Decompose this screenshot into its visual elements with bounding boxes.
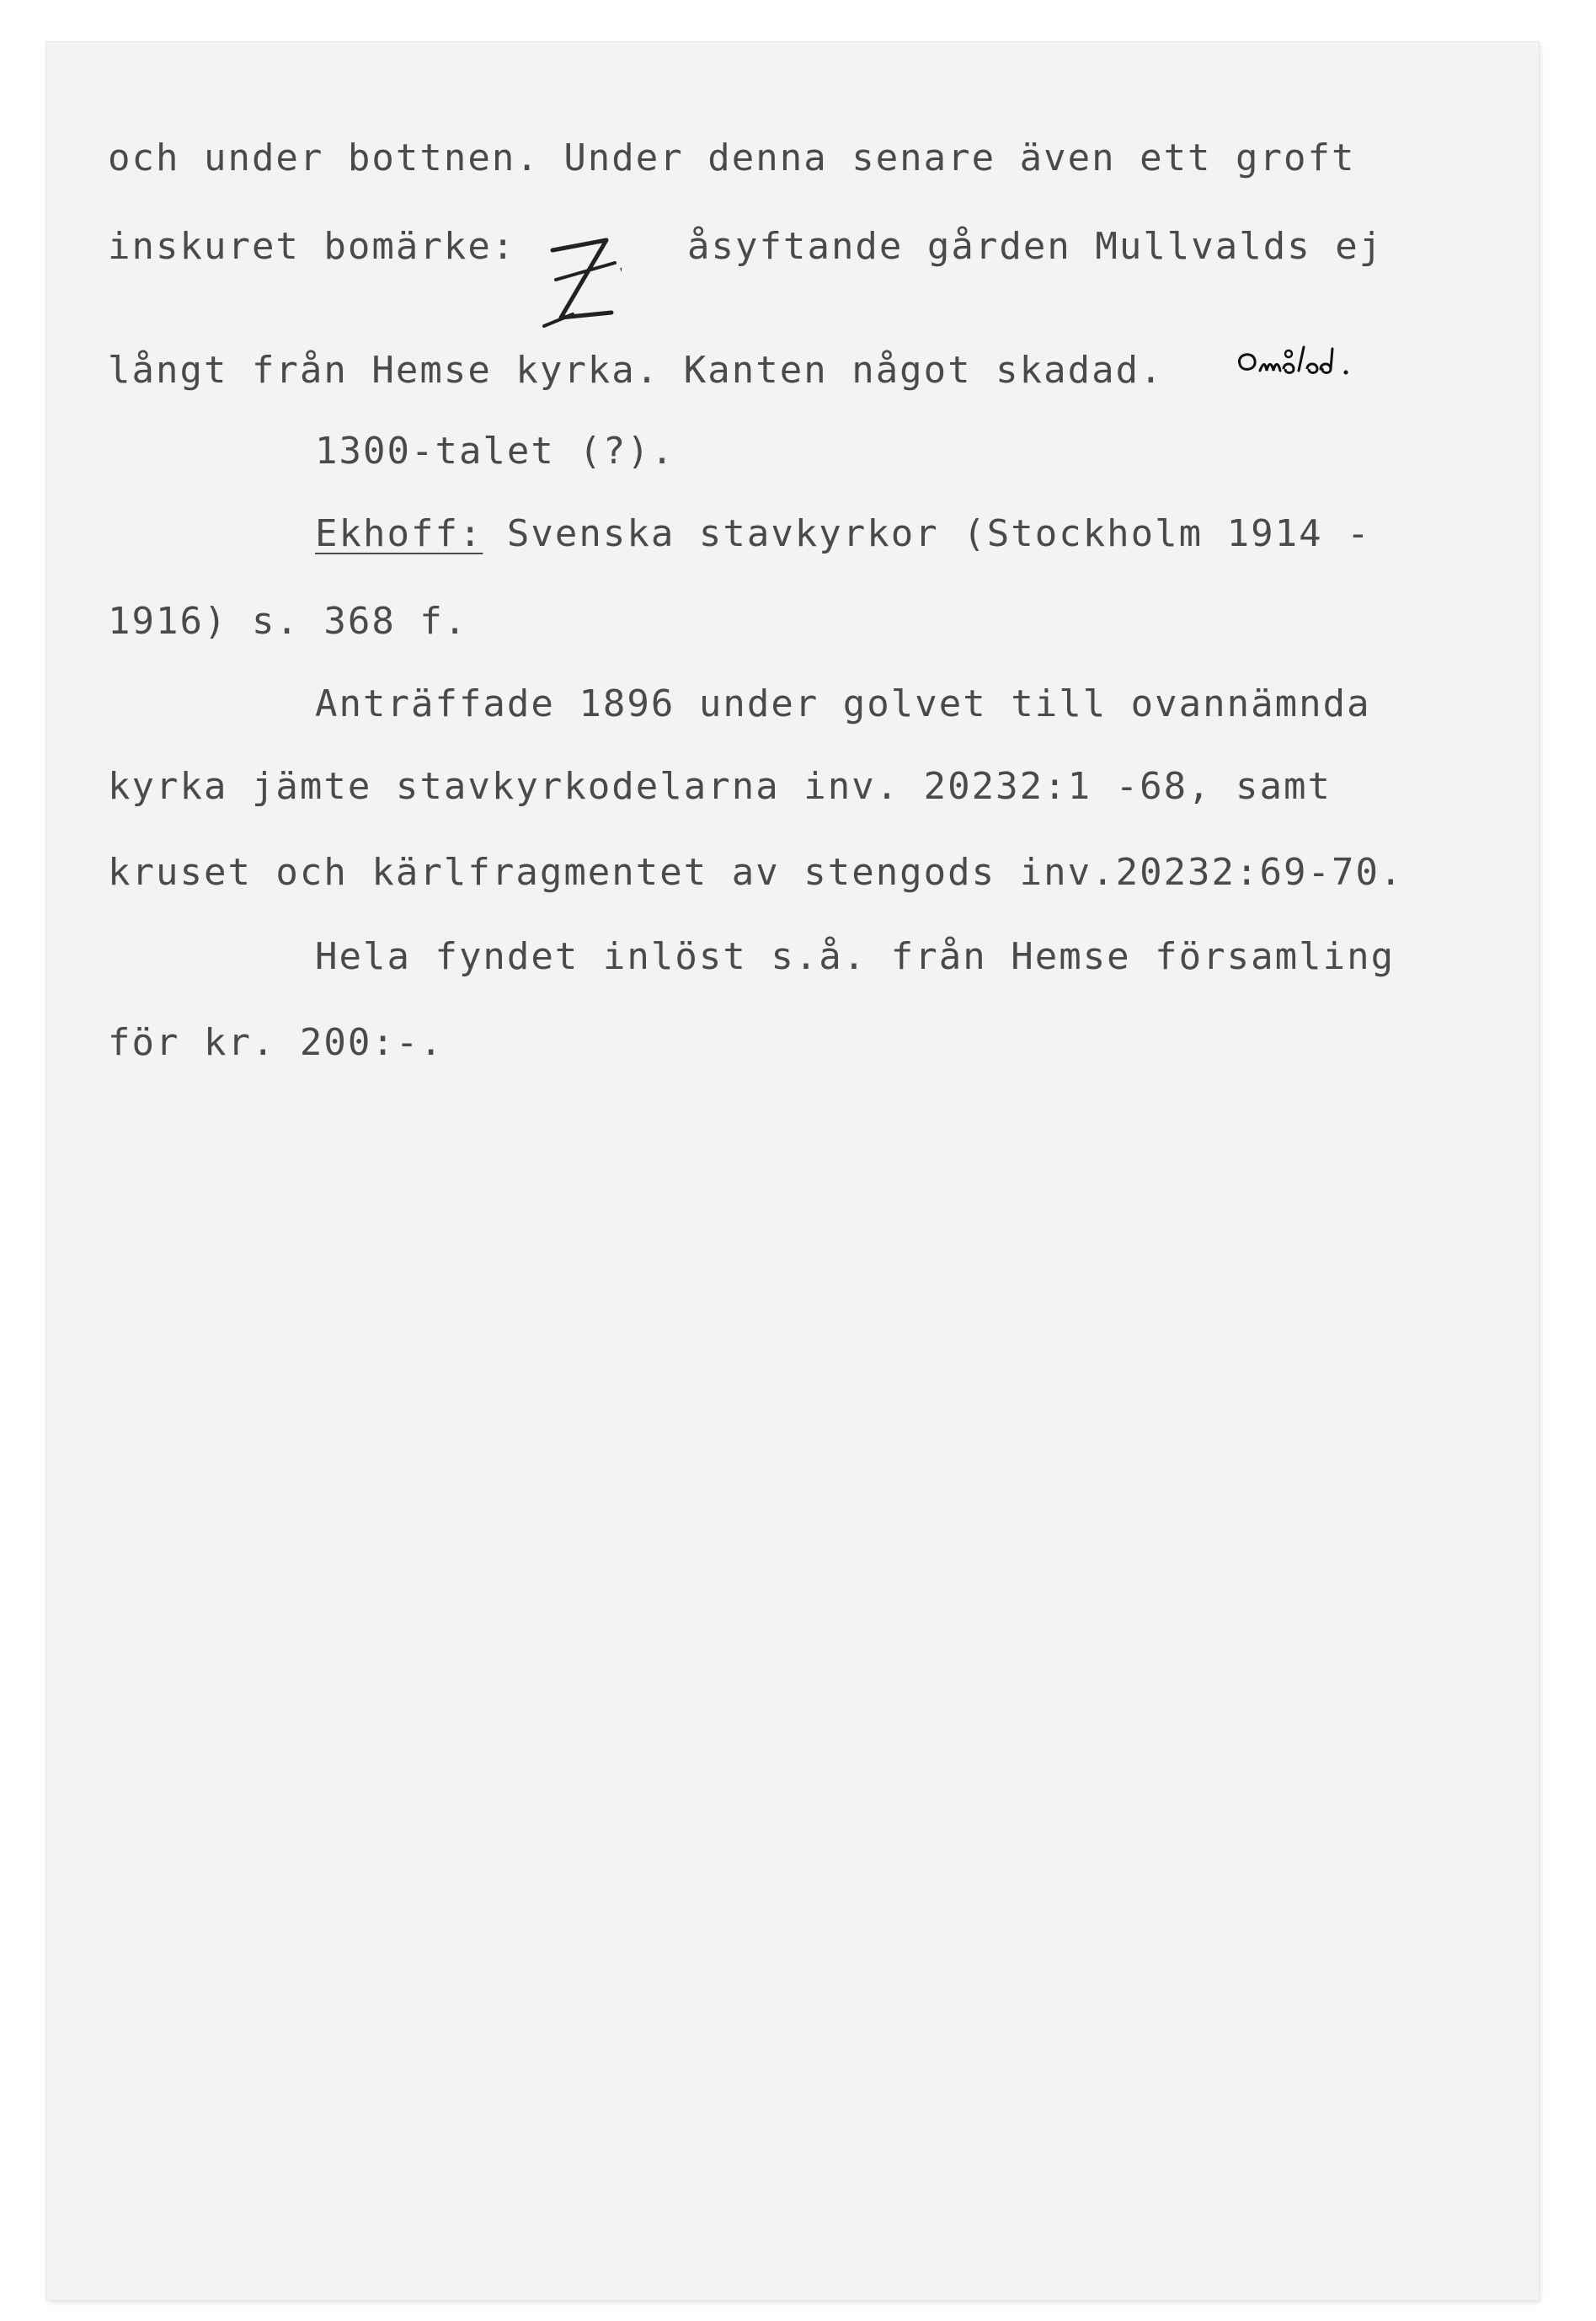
text-line-8: kyrka jämte stavkyrkodelarna inv. 20232:1 -68, samt bbox=[108, 765, 1332, 808]
text-line-6: 1916) s. 368 f. bbox=[108, 600, 468, 643]
owner-mark-icon bbox=[537, 233, 622, 334]
citation-title: Svenska stavkyrkor (Stockholm 1914 - bbox=[483, 512, 1371, 555]
text-line-1: och under bottnen. Under denna senare även ett groft bbox=[108, 136, 1356, 179]
text-line-11: för kr. 200:-. bbox=[108, 1021, 444, 1064]
text-line-5 bbox=[315, 511, 1371, 558]
text-line-7: Anträffade 1896 under golvet till ovannämnda bbox=[315, 682, 1371, 725]
text-line-2b: åsyftande gården Mullvalds ej bbox=[687, 225, 1384, 268]
text-line-3: långt från Hemse kyrka. Kanten något skadad. bbox=[108, 349, 1164, 392]
author-ekhoff: Ekhoff: bbox=[315, 512, 483, 555]
text-line-10: Hela fyndet inlöst s.å. från Hemse församling bbox=[315, 935, 1396, 978]
text-line-9: kruset och kärlfragmentet av stengods inv.20232:69-70. bbox=[108, 851, 1404, 894]
text-line-4: 1300-talet (?). bbox=[315, 430, 675, 473]
text-line-2: inskuret bomärke: bbox=[108, 225, 516, 268]
